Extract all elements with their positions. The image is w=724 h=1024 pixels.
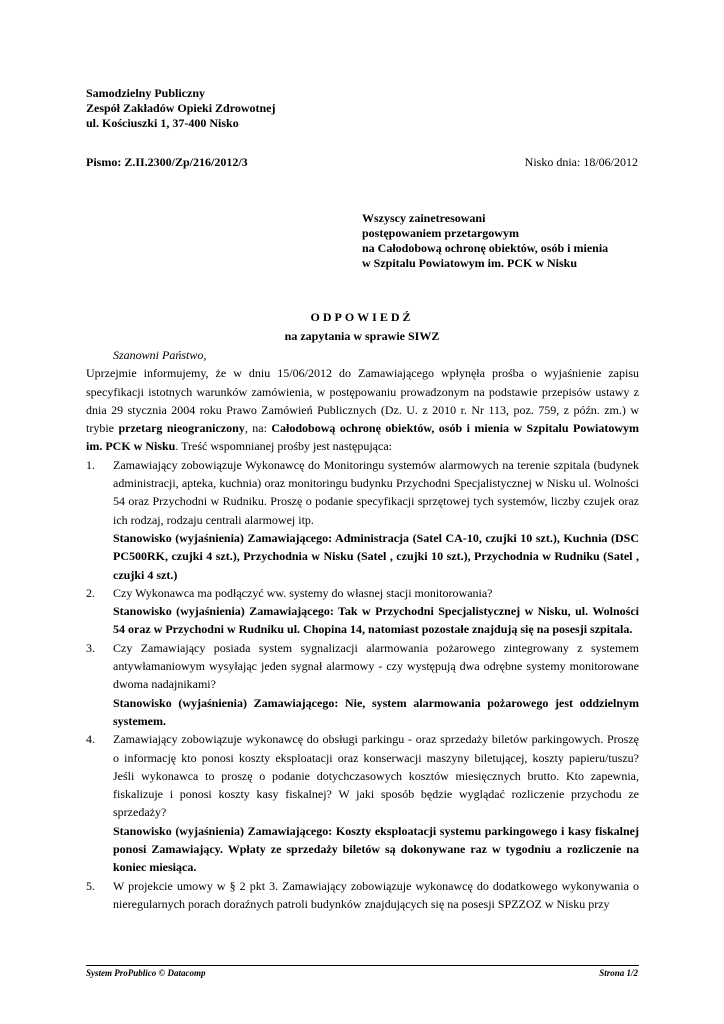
sender-line-3: ul. Kościuszki 1, 37-400 Nisko [86, 116, 239, 130]
salutation: Szanowni Państwo, [113, 348, 207, 362]
sender-address [86, 86, 275, 131]
recipient-line-2: postępowaniem przetargowym [362, 226, 519, 240]
intro-paragraph [86, 364, 639, 455]
recipient-block [362, 211, 608, 271]
answer-bold: Stanowisko (wyjaśnienia) Zamawiającego: Tak w Przychodni Specjalistycznej w Nisku, ul. Wolności 54 oraz w Przychodni w Rudniku ul. Chopina 14, natomiast pozostałe znajdują się na posesji szpitala. [113, 604, 639, 637]
question-text: Zamawiający zobowiązuje Wykonawcę do Monitoringu systemów alarmowych na terenie szpitala (budynek administracji, apteka, kuchnia) oraz monitoringu budynku Przychodni Specjalistycznej w Nisku ul. Wolności 54 oraz Przychodni w Rudniku. Proszę o podanie specyfikacji sprzętowej tych systemów, liczby czujek oraz ich rodzaj, rodzaju centrali alarmowej itp. [113, 457, 639, 527]
answer-text [113, 602, 639, 639]
procedure-mode: przetarg nieograniczony [118, 421, 245, 436]
sender-line-2: Zespół Zakładów Opieki Zdrowotnej [86, 101, 276, 115]
question-item-2 [86, 584, 639, 639]
sender-line-1: Samodzielny Publiczny [86, 86, 206, 100]
intro-text-2: , na: [244, 421, 272, 436]
question-text: Czy Wykonawca ma podłączyć ww. systemy do własnej stacji monitorowania? [113, 585, 493, 600]
footer-system: System ProPublico © Datacomp [86, 968, 206, 978]
item-number: 3. [86, 640, 95, 655]
document-title: ODPOWIEDŹ [310, 310, 414, 324]
recipient-line-3: na Całodobową ochronę obiektów, osób i mienia [362, 241, 609, 255]
answer-text [113, 694, 639, 731]
answer-bold: Stanowisko (wyjaśnienia) Zamawiającego: Nie, system alarmowania pożarowego jest oddzielnym systemem. [113, 695, 639, 728]
question-item-4 [86, 730, 639, 876]
item-number: 4. [86, 732, 95, 747]
question-item-5 [86, 877, 639, 914]
item-number: 5. [86, 878, 95, 893]
footer-divider [86, 965, 639, 966]
question-text: Zamawiający zobowiązuje wykonawcę do obsługi parkingu - oraz sprzedaży biletów parkingowych. Proszę o informację kto ponosi koszty eksploatacji oraz konserwacji maszyny biletującej, koszty papieru/tuszu? Jeśli wykonawca to proszę o podanie dotychczasowych kosztów miesięcznych brutto. Kto zapewnia, fiskalizuje i ponosi koszty kasy fiskalnej? W jaki sposób będzie wyglądać rozliczenie przychodu ze sprzedaży? [113, 732, 639, 820]
answer-bold: Stanowisko (wyjaśnienia) Zamawiającego: Koszty eksploatacji systemu parkingowego i kasy fiskalnej ponosi Zamawiający. Wpłaty ze sprzedaży biletów są dokonywane raz w tygodniu a rozliczenie na koniec miesiąca. [113, 823, 639, 875]
recipient-line-4: w Szpitalu Powiatowym im. PCK w Nisku [362, 256, 578, 270]
recipient-line-1: Wszyscy zainetresowani [362, 211, 486, 225]
item-number: 2. [86, 585, 95, 600]
document-body [86, 346, 639, 913]
question-text: Czy Zamawiający posiada system sygnalizacji alarmowania pożarowego zintegrowany z systemem antywłamaniowym wysyłając jeden sygnał alarmowy - czy występują dwa odrębne systemy monitorowane dwoma nadajnikami? [113, 640, 639, 692]
footer-page-number: Strona 1/2 [599, 968, 638, 978]
document-subtitle: na zapytania w sprawie SIWZ [284, 329, 440, 343]
item-number: 1. [86, 457, 95, 472]
answer-bold: Stanowisko (wyjaśnienia) Zamawiającego: Administracja (Satel CA-10, czujki 10 szt.), Kuchnia (DSC PC500RK, czujki 4 szt.), Przychodnia w Nisku (Satel , czujki 10 szt.), Przychodnia w Rudniku (Satel , czujki 4 szt.) [113, 530, 639, 582]
letter-date: Nisko dnia: 18/06/2012 [524, 155, 638, 169]
intro-text-1: Uprzejmie informujemy, że w dniu 15/06/2012 do Zamawiającego wpłynęła prośba o wyjaśnienie zapisu specyfikacji istotnych warunków zamówienia, w postępowaniu prowadzonym na podstawie przepisów ustawy z dnia 29 stycznia 2004 roku Prawo Zamówień Publicznych (Dz. U. z 2010 r. Nr 113, poz. 759, z późn. zm.) w trybie [86, 366, 639, 436]
question-item-3 [86, 639, 639, 730]
question-item-1 [86, 456, 639, 584]
answer-text [113, 529, 639, 584]
letter-reference: Pismo: Z.II.2300/Zp/216/2012/3 [86, 155, 248, 169]
contract-subject: Całodobową ochronę obiektów, osób i mienia w Szpitalu Powiatowym im. PCK w Nisku [86, 421, 639, 454]
question-text: W projekcie umowy w § 2 pkt 3. Zamawiający zobowiązuje wykonawcę do dodatkowego wykonywania o nieregularnych porach doraźnych patroli budynków znajdujących się na posesji SPZZOZ w Nisku przy [113, 878, 639, 911]
answer-text [113, 822, 639, 877]
intro-text-3: . Treść wspomnianej prośby jest następująca: [175, 439, 392, 454]
